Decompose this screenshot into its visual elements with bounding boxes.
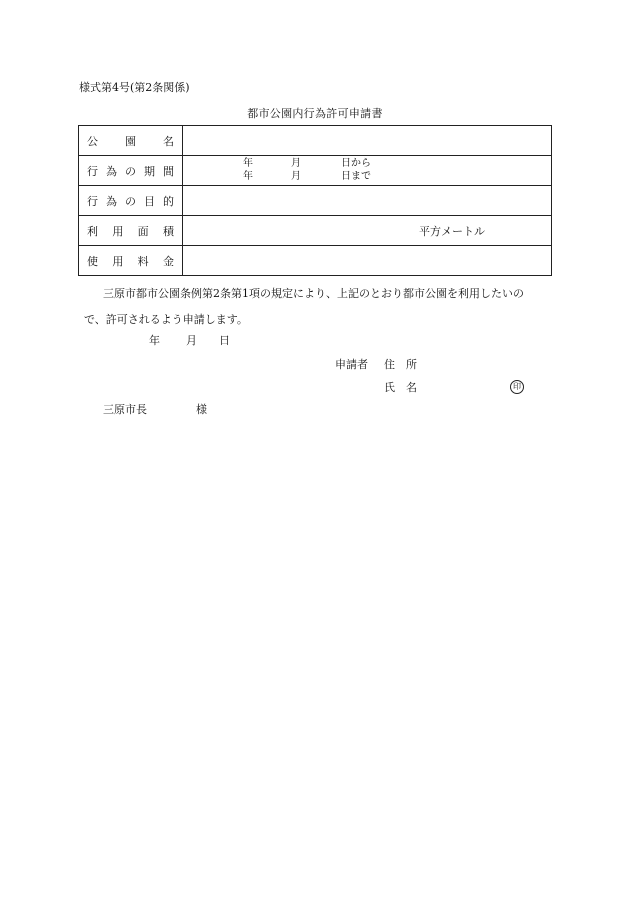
form-number: 様式第4号(第2条関係) [79, 81, 190, 94]
label-park-name: 公 園 名 [79, 126, 183, 156]
area-unit: 平方メートル [419, 225, 485, 238]
name-label: 氏 名 [384, 381, 417, 394]
applicant-label: 申請者 [335, 358, 368, 371]
form-title: 都市公園内行為許可申請書 [247, 107, 383, 120]
date-day: 日 [219, 334, 230, 347]
table-row-purpose [79, 186, 552, 216]
table-row-fee [79, 246, 552, 276]
statement-line-1: 三原市都市公園条例第2条第1項の規定により、上記のとおり都市公園を利用したいの [103, 287, 524, 300]
label-area: 利 用 面 積 [79, 216, 183, 246]
label-purpose: 行 為 の 目 的 [79, 186, 183, 216]
field-fee[interactable] [183, 246, 552, 276]
addressee-title: 三原市長 [103, 403, 147, 416]
table-row-park-name [79, 126, 552, 156]
field-period[interactable]: 年 月 日から 年 月 日まで [183, 156, 552, 186]
addressee-honorific: 様 [196, 403, 207, 416]
address-label: 住 所 [384, 358, 417, 371]
table-row-area [79, 216, 552, 246]
label-fee: 使 用 料 金 [79, 246, 183, 276]
field-purpose[interactable] [183, 186, 552, 216]
seal-mark: 印 [510, 380, 524, 394]
table-row-period [79, 156, 552, 186]
date-year: 年 [149, 334, 160, 347]
application-table [78, 125, 552, 276]
date-month: 月 [186, 334, 197, 347]
field-park-name[interactable] [183, 126, 552, 156]
label-period: 行 為 の 期 間 [79, 156, 183, 186]
statement-line-2: で、許可されるよう申請します。 [84, 313, 248, 326]
field-area[interactable] [183, 216, 552, 246]
